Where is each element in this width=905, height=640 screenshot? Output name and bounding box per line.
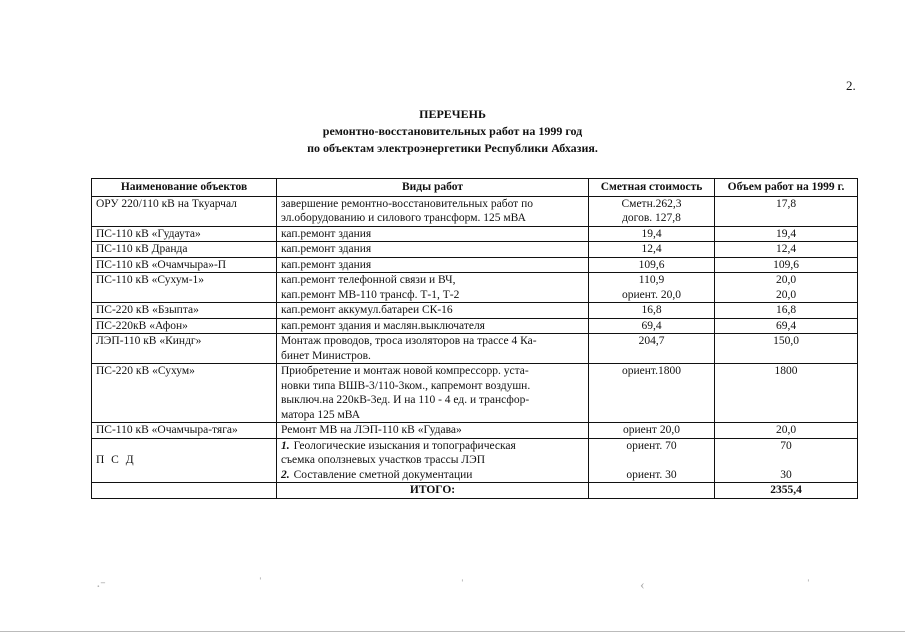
cell-works-line: кап.ремонт здания [281, 227, 372, 240]
cell-object: ПС-220 кВ «Бзыпта» [92, 303, 277, 319]
cell-object: П С Д [92, 438, 277, 483]
total-value: 2355,4 [715, 483, 858, 499]
cell-object: ПС-110 кВ «Сухум-1» [92, 273, 277, 303]
cell-works [277, 303, 589, 319]
table-row [92, 273, 858, 303]
header-volume: Объем работ на 1999 г. [715, 179, 858, 197]
cell-cost [589, 318, 715, 334]
cell-volume [715, 257, 858, 273]
cell-cost-line: ориент 20,0 [623, 424, 680, 436]
cell-works-line: Приобретение и монтаж новой компрессорр. уста- [281, 365, 529, 377]
cell-volume-line: 20,0 [775, 274, 797, 286]
works-table [91, 178, 858, 499]
cell-cost-line: 16,8 [641, 304, 662, 316]
psd-item-2-line-1: Составление сметной документации [293, 468, 473, 481]
cell-cost [589, 303, 715, 319]
cell-cost-line: 12,4 [641, 243, 662, 255]
page-number: 2. [846, 78, 856, 93]
cell-works [277, 226, 589, 242]
table-row [92, 303, 858, 319]
cell-cost-line: 110,9 [638, 274, 665, 286]
total-label: ИТОГО: [277, 483, 589, 499]
cell-object: ПС-110 кВ «Очамчыра»-П [92, 257, 277, 273]
psd-item-1-line-2: съемка оползневых участков трассы ЛЭП [281, 454, 486, 466]
cell-cost-line: 19,4 [641, 227, 662, 240]
cell-cost [589, 364, 715, 423]
cell-cost-line: 109,6 [638, 258, 665, 271]
cell-cost [589, 273, 715, 303]
cell-works [277, 257, 589, 273]
cell-volume-line: 69,4 [775, 319, 797, 332]
psd-volume-3: 30 [780, 468, 792, 481]
cell-cost [589, 334, 715, 364]
cell-works [277, 364, 589, 423]
table-row [92, 423, 858, 439]
table-row [92, 334, 858, 364]
cell-object: ПС-110 кВ «Гудаута» [92, 226, 277, 242]
cell-works-line: выключ.на 220кВ-3ед. И на 110 - 4 ед. и трансфор- [281, 394, 530, 406]
document-title [0, 106, 905, 157]
cell-volume-line: 20,0 [775, 424, 797, 436]
cell-works-line: кап.ремонт здания и маслян.выключателя [281, 319, 485, 332]
cell-cost [589, 196, 715, 226]
scan-mark: ˈ [460, 578, 465, 593]
cell-volume-line: 150,0 [773, 335, 799, 347]
cell-works-line: кап.ремонт здания [281, 243, 372, 255]
cell-cost [589, 257, 715, 273]
cell-volume-line: 20,0 [775, 288, 797, 301]
header-objects: Наименование объектов [92, 179, 277, 197]
table-row [92, 364, 858, 423]
cell-object: ПС-220кВ «Афон» [92, 318, 277, 334]
cell-works [277, 242, 589, 258]
cell-works-line: Ремонт МВ на ЛЭП-110 кВ «Гудава» [281, 424, 462, 436]
cell-works-line: кап.ремонт телефонной связи и ВЧ, [281, 274, 456, 286]
cell-cost-line: 204,7 [638, 335, 665, 347]
scan-artifacts [0, 568, 905, 608]
title-line-1: ПЕРЕЧЕНЬ [419, 107, 486, 121]
cell-object: ПС-110 кВ «Очамчыра-тяга» [92, 423, 277, 439]
cell-works-line: матора 125 мВА [281, 408, 361, 421]
cell-volume-line: 16,8 [775, 304, 797, 316]
table-row [92, 242, 858, 258]
table-row [92, 226, 858, 242]
cell-works [277, 334, 589, 364]
cell-object: ПС-220 кВ «Сухум» [92, 364, 277, 423]
cell-volume [715, 242, 858, 258]
cell-cost-line: ориент.1800 [622, 365, 681, 377]
cell-volume [715, 318, 858, 334]
title-line-3: по объектам электроэнергетики Республики Абхазия. [307, 141, 598, 155]
cell-object: ОРУ 220/110 кВ на Ткуарчал [92, 196, 277, 226]
scan-mark: ‹ [640, 578, 645, 593]
cell-volume-line [719, 211, 853, 226]
cell-cost [589, 226, 715, 242]
table-row-psd [92, 438, 858, 483]
scan-edge-line [0, 631, 905, 632]
table-body [92, 196, 858, 498]
psd-volume-2 [719, 453, 853, 468]
cell-volume [715, 364, 858, 423]
cell-works-line: кап.ремонт МВ-110 трансф. Т-1, Т-2 [281, 288, 460, 301]
psd-item-2 [281, 468, 584, 483]
cell-works-line: кап.ремонт здания [281, 258, 372, 271]
psd-volume-1: 70 [780, 439, 792, 452]
cell-volume-line: 17,8 [775, 197, 797, 210]
table-header-row [92, 179, 858, 197]
cell-volume [715, 334, 858, 364]
scan-mark: ˈ [258, 576, 263, 591]
cell-cost [589, 423, 715, 439]
cell-cost-line: догов. 127,8 [622, 212, 681, 224]
cell-works-line: кап.ремонт аккумул.батареи СК-16 [281, 304, 453, 316]
scan-mark: ·ˉ [96, 580, 106, 595]
psd-item-1-line-1: Геологические изыскания и топографическая [293, 439, 516, 452]
cell-object: ПС-110 кВ Дранда [92, 242, 277, 258]
cell-works [277, 423, 589, 439]
cell-works-line: эл.оборудованию и силового трансформ. 125 мВА [281, 212, 526, 224]
cell-cost-line: 69,4 [641, 319, 662, 332]
cell-works [277, 273, 589, 303]
cell-volume-line: 1800 [774, 365, 798, 377]
cell-volume [715, 196, 858, 226]
cell-works-line: бинет Министров. [281, 349, 371, 362]
table-row [92, 257, 858, 273]
cell-volume-line: 109,6 [773, 258, 799, 271]
cell-volume [715, 423, 858, 439]
table-row [92, 196, 858, 226]
psd-cost-1: ориент. 70 [626, 439, 677, 452]
cell-volume-line: 19,4 [775, 227, 797, 240]
cell-works-line: новки типа ВШВ-3/110-3ком., капремонт воздушн. [281, 379, 531, 392]
cell-object: ЛЭП-110 кВ «Киндг» [92, 334, 277, 364]
cell-works [277, 196, 589, 226]
psd-item-2-num: 2. [281, 468, 290, 481]
cell-volume [715, 273, 858, 303]
header-cost: Сметная стоимость [589, 179, 715, 197]
total-empty-cost [589, 483, 715, 499]
cell-cost [589, 242, 715, 258]
cell-works-line: Монтаж проводов, троса изоляторов на трассе 4 Ка- [281, 335, 537, 347]
cell-works [277, 318, 589, 334]
cell-cost [589, 438, 715, 483]
psd-cost-2 [593, 453, 710, 468]
cell-volume [715, 303, 858, 319]
total-empty-cell [92, 483, 277, 499]
psd-cost-3: ориент. 30 [626, 468, 677, 481]
cell-cost-line: Сметн.262,3 [621, 197, 682, 210]
cell-works-line: завершение ремонтно-восстановительных работ по [281, 197, 533, 210]
title-line-2: ремонтно-восстановительных работ на 1999 год [322, 124, 583, 138]
cell-volume [715, 438, 858, 483]
header-works: Виды работ [277, 179, 589, 197]
table-row [92, 318, 858, 334]
psd-item-1-num: 1. [281, 439, 290, 452]
cell-cost-line: ориент. 20,0 [622, 288, 681, 301]
cell-works [277, 438, 589, 483]
cell-volume [715, 226, 858, 242]
cell-volume-line: 12,4 [775, 243, 797, 255]
psd-item-1 [281, 439, 584, 454]
table-row-total [92, 483, 858, 499]
scan-mark: ˈ [806, 578, 811, 593]
